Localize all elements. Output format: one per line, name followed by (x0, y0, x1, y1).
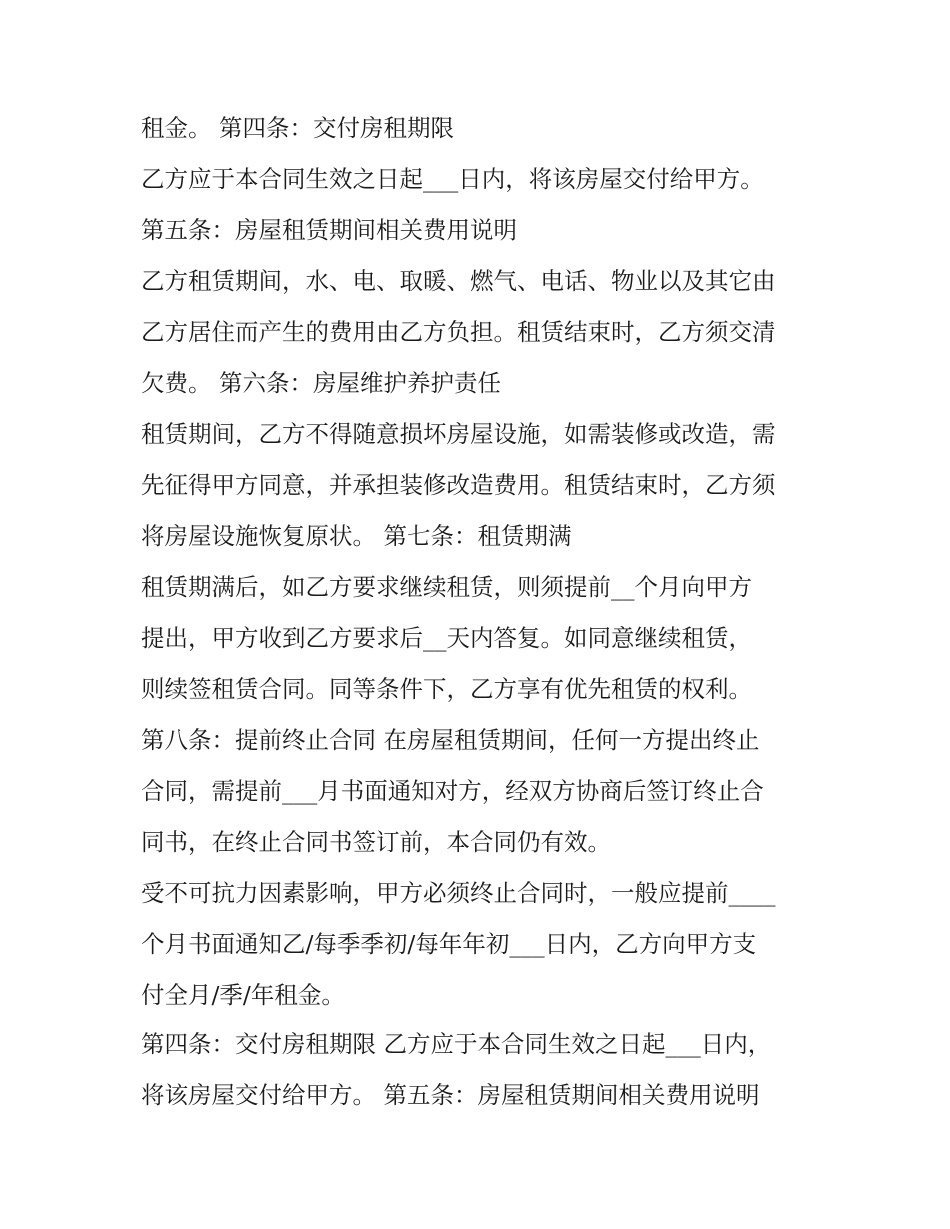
text-line-12: 则续签租赁合同。同等条件下，乙方享有优先租赁的权利。 (141, 675, 752, 703)
text-line-7: 租赁期间，乙方不得随意损坏房屋设施，如需装修或改造，需 (141, 420, 776, 448)
text-line-20: 将该房屋交付给甲方。 第五条：房屋租赁期间相关费用说明 (141, 1081, 760, 1109)
text-line-9: 将房屋设施恢复原状。 第七条：租赁期满 (141, 522, 572, 550)
text-line-2: 乙方应于本合同生效之日起___日内，将该房屋交付给甲方。 (141, 165, 764, 193)
text-line-3: 第五条：房屋租赁期间相关费用说明 (141, 216, 517, 244)
text-line-6: 欠费。 第六条：房屋维护养护责任 (141, 369, 501, 397)
text-line-11: 提出，甲方收到乙方要求后__天内答复。如同意继续租赁， (141, 624, 752, 652)
text-line-10: 租赁期满后，如乙方要求继续租赁，则须提前__个月向甲方 (141, 573, 752, 601)
text-line-14: 合同，需提前___月书面通知对方，经双方协商后签订终止合 (141, 777, 764, 805)
text-line-18: 付全月/季/年租金。 (141, 981, 345, 1009)
text-line-15: 同书，在终止合同书签订前，本合同仍有效。 (141, 828, 611, 856)
text-line-5: 乙方居住而产生的费用由乙方负担。租赁结束时，乙方须交清 (141, 318, 776, 346)
text-line-4: 乙方租赁期间，水、电、取暖、燃气、电话、物业以及其它由 (141, 267, 776, 295)
text-line-19: 第四条：交付房租期限 乙方应于本合同生效之日起___日内， (141, 1030, 772, 1058)
text-line-1: 租金。 第四条：交付房租期限 (141, 114, 454, 142)
text-line-16: 受不可抗力因素影响，甲方必须终止合同时，一般应提前____ (141, 879, 776, 907)
text-line-8: 先征得甲方同意，并承担装修改造费用。租赁结束时，乙方须 (141, 471, 776, 499)
text-line-13: 第八条：提前终止合同 在房屋租赁期间，任何一方提出终止 (141, 726, 760, 754)
text-line-17: 个月书面通知乙/每季季初/每年年初___日内，乙方向甲方支 (141, 930, 757, 958)
